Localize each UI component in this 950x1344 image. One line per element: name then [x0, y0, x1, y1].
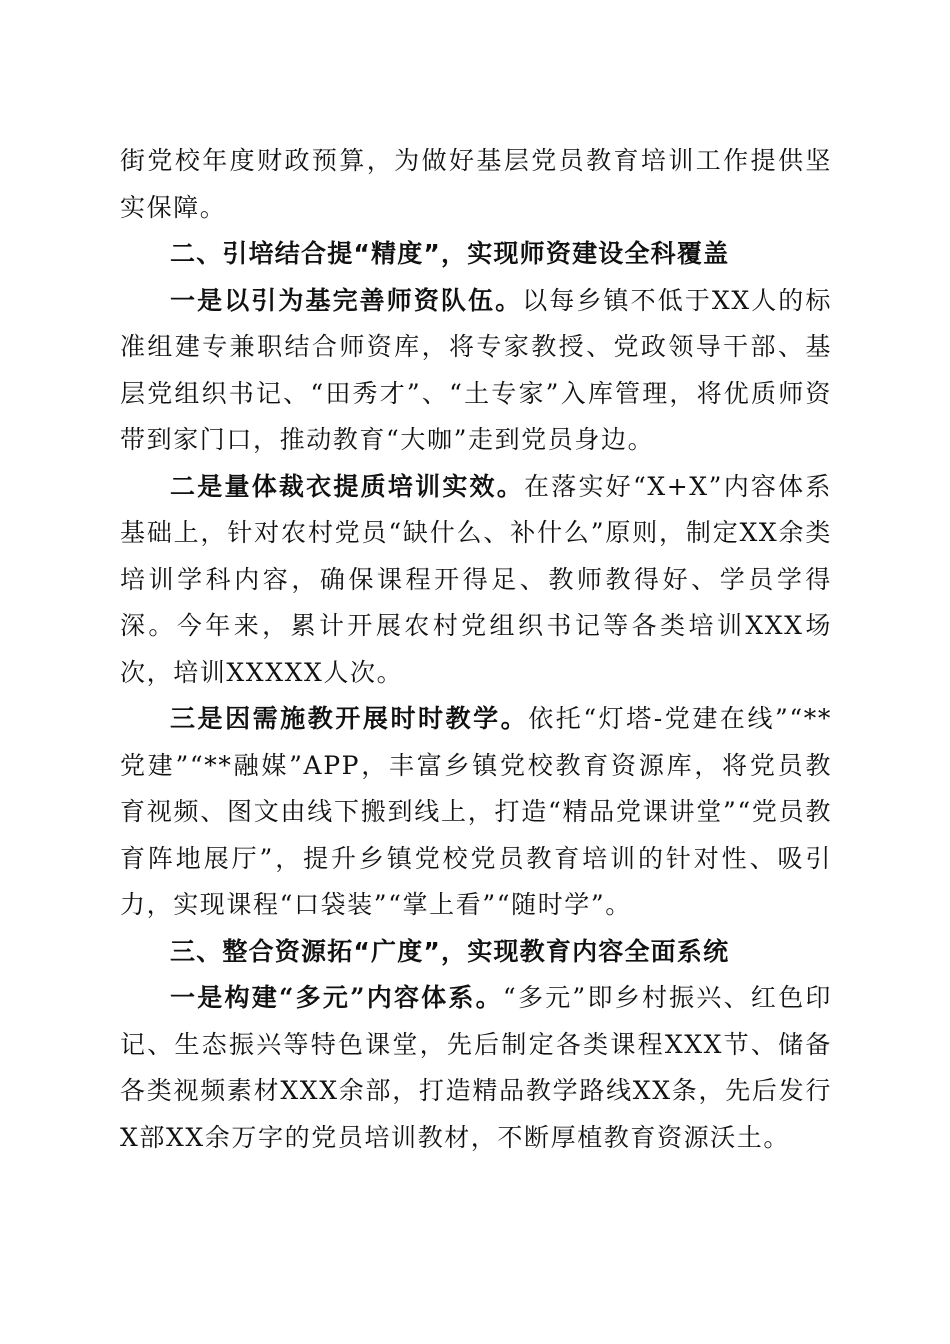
- paragraph-teacher-team: [120, 278, 832, 464]
- paragraph-continuation: 街党校年度财政预算，为做好基层党员教育培训工作提供坚实保障。: [120, 146, 832, 222]
- section-heading-3: 三、整合资源拓“广度”，实现教育内容全面系统: [170, 936, 730, 966]
- paragraph-body: “多元”即乡村振兴、红色印记、生态振兴等特色课堂，先后制定各类课程XXX节、储备各类视频素材XXX余部，打造精品教学路线XX条，先后发行X部XX余万字的党员培训教材，不断厚植教育资源沃土。: [120, 983, 832, 1152]
- paragraph-lead: 二是量体裁衣提质培训实效。: [170, 471, 525, 501]
- paragraph-lead: 一是以引为基完善师资队伍。: [170, 285, 523, 315]
- paragraph-body: 在落实好“X+X”内容体系基础上，针对农村党员“缺什么、补什么”原则，制定XX余类培训学科内容，确保课程开得足、教师教得好、学员学得深。今年来，累计开展农村党组织书记等各类培训XXX场次，培训XXXXX人次。: [120, 471, 832, 687]
- paragraph-online-teaching: [120, 696, 832, 929]
- document-page: [120, 138, 832, 1161]
- paragraph-body: 依托“灯塔-党建在线”“**党建”“**融媒”APP，丰富乡镇党校教育资源库，将党员教育视频、图文由线下搬到线上，打造“精品党课讲堂”“党员教育阵地展厅”，提升乡镇党校党员教育培训的针对性、吸引力，实现课程“口袋装”“掌上看”“随时学”。: [120, 704, 832, 919]
- paragraph-content-system: [120, 975, 832, 1161]
- paragraph-lead: 一是构建“多元”内容体系。: [170, 983, 503, 1012]
- paragraph-body: 以每乡镇不低于XX人的标准组建专兼职结合师资库，将专家教授、党政领导干部、基层党组织书记、“田秀才”、“土专家”入库管理，将优质师资带到家门口，推动教育“大咖”走到党员身边。: [120, 285, 832, 454]
- paragraph-lead: 三是因需施教开展时时教学。: [170, 704, 529, 733]
- section-heading-2: 二、引培结合提“精度”，实现师资建设全科覆盖: [170, 239, 730, 268]
- paragraph-training-effect: [120, 464, 832, 697]
